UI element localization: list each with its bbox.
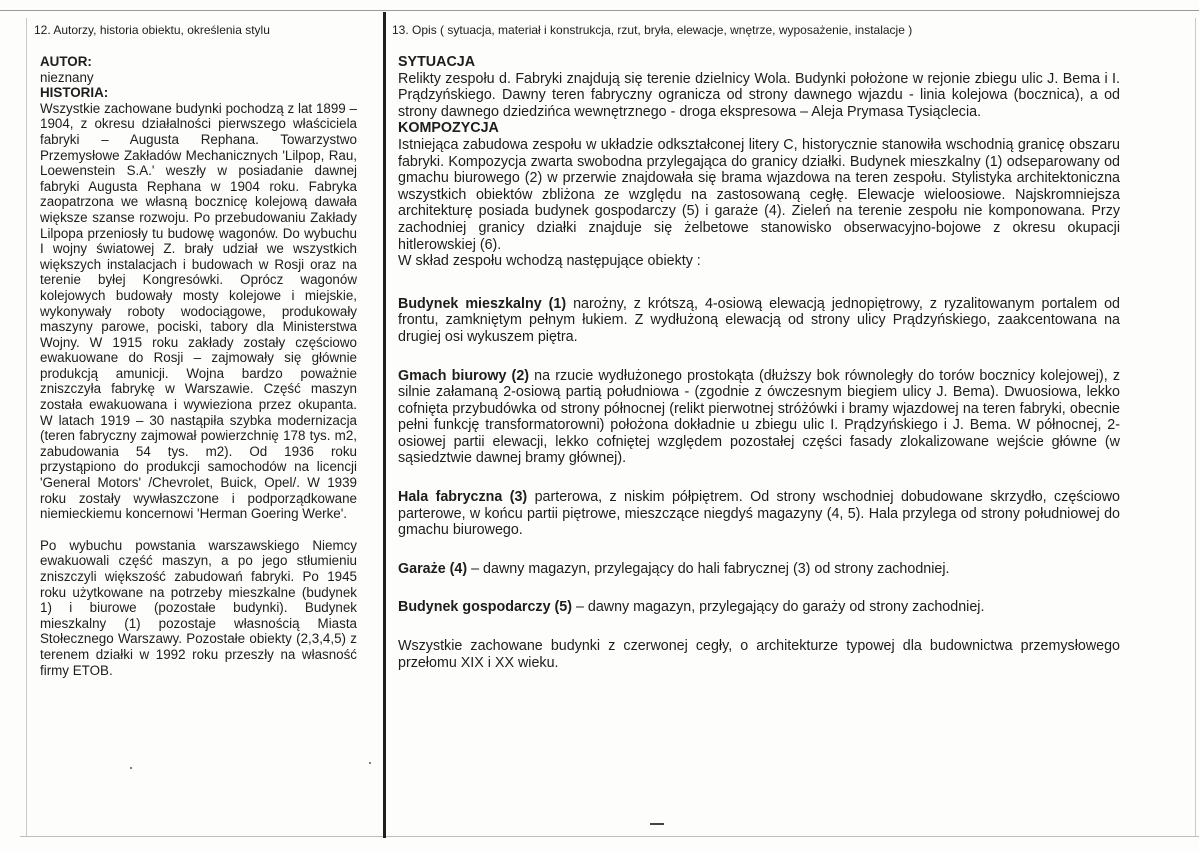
building-1-name: Budynek mieszkalny (1) (398, 295, 567, 312)
building-3-description (398, 489, 1120, 539)
composition-list-intro: W skład zespołu wchodzą następujące obiekty : (398, 253, 701, 270)
left-column-header: 12. Autorzy, historia obiektu, określenia stylu (34, 23, 270, 37)
situation-heading: SYTUACJA (398, 54, 476, 70)
page-border-top (0, 10, 1199, 11)
closing-text: Wszystkie zachowane budynki z czerwonej cegły, o architekturze typowej dla budownictwa przemysłowego przełomu XIX i XX wieku. (398, 638, 1120, 671)
building-4-text: – dawny magazyn, przylegający do hali fabrycznej (3) od strony zachodniej. (467, 560, 950, 577)
right-column-header: 13. Opis ( sytuacja, materiał i konstrukcja, rzut, bryła, elewacje, wnętrze, wyposażenie, instalacje ) (392, 23, 913, 37)
scan-speck (130, 767, 132, 769)
author-heading: AUTOR: (40, 54, 92, 69)
building-1-text: narożny, z krótszą, 4-osiową elewacją jednopiętrowy, z ryzalitowanym portalem od frontu, zamkniętym pełnym łukiem. Z wydłużoną elewacją od strony ulicy Prądzyńskiego, zaakcentowana na drugiej osi wykuszem piętra. (398, 295, 1120, 345)
history-heading: HISTORIA: (40, 85, 109, 101)
scan-mark (650, 823, 664, 825)
building-3-text: parterowa, z niskim półpiętrem. Od strony wschodniej dobudowane skrzydło, częściowo parterowe, w końcu partii piętrowe, mieszczące niegdyś magazyny (4, 5). Hala przylega od strony południowej do gmachu biurowego. (398, 489, 1120, 539)
building-5-text: – dawny magazyn, przylegający do garaży od strony zachodniej. (571, 599, 985, 616)
situation-text: Relikty zespołu d. Fabryki znajdują się terenie dzielnicy Wola. Budynki położone w rejonie zbiegu ulic J. Bema i I. Prądzyńskiego. Dawny teren fabryczny ogranicza od strony dawnego wjazdu - linia kolejowa (bocznica), a od strony dawnego dziedzińca wewnętrznego - droga ekspresowa – Aleja Prymasa Tysiąclecia. (398, 70, 1120, 120)
right-column-edge (1195, 18, 1196, 836)
author-value: nieznany (40, 69, 94, 85)
building-5-name: Budynek gospodarczy (5) (398, 599, 572, 616)
history-paragraph-2: Po wybuchu powstania warszawskiego Niemcy ewakuowali część maszyn, a po jego stłumieniu zniszczyli większość zabudowań fabryki. Po 1945 roku użytkowane na potrzeby mieszkalne (budynek 1) i biurowe (pozostałe budynki). Budynek mieszkalny (1) pozostaje własnością Miasta Stołecznego Warszawy. Pozostałe obiekty (2,3,4,5) z terenem działki w 1992 roku przeszły na własność firmy ETOB. (40, 537, 357, 678)
left-column-edge (26, 18, 27, 836)
building-3-name: Hala fabryczna (3) (398, 489, 528, 506)
composition-heading: KOMPOZYCJA (398, 120, 499, 137)
building-1-description (398, 296, 1120, 346)
building-4-name: Garaże (4) (398, 560, 468, 577)
building-5-description (398, 599, 1120, 616)
column-divider (383, 12, 386, 838)
scan-speck (369, 762, 371, 764)
page-border-bottom (20, 836, 1199, 837)
building-4-description (398, 561, 1120, 578)
building-2-name: Gmach biurowy (2) (398, 367, 530, 384)
composition-text: Istniejąca zabudowa zespołu w układzie odkształconej litery C, historycznie stanowiła wschodnią granicę obszaru fabryki. Kompozycja zwarta swobodna przylegająca do granicy działki. Budynek mieszkalny (1) odseparowany od gmachu biurowego (2) w przerwie znajdowała się brama wjazdowa na teren zespołu. Stylistyka architektoniczna wszystkich obiektów zbliżona ze względu na zastosowaną cegłę. Elewacje wieloosiowe. Najskromniejsza architekturę posiada budynek gospodarczy (5) i garaże (4). Zieleń na terenie zespołu nie komponowana. Przy zachodniej granicy działki znajduje się żelbetowe stanowisko obserwacyjno-bojowe z okresu okupacji hitlerowskiej (6). (398, 136, 1120, 253)
building-2-text: na rzucie wydłużonego prostokąta (dłuższy bok równoległy do torów bocznicy kolejowej), z silnie załamaną 2-osiową partią południowa - (zgodnie z ówczesnym biegiem ulicy J. Bema). Dwuosiowa, lekko cofnięta przybudówka od strony północnej (relikt pierwotnej stróżówki i bramy wjazdowej na teren fabryki, obecnie pełni funkcję transformatorowni) położona dokładnie u zbiegu ulic I. Prądzyńskiego i J. Bema. W północnej, 2-osiowej partii elewacji, lekko cofniętej względem pozostałej części fasady zlokalizowane wejście główne (w sąsiedztwie dawnej bramy głównej). (398, 367, 1120, 467)
building-2-description (398, 368, 1120, 468)
right-column (398, 54, 1120, 671)
left-column (40, 54, 357, 678)
history-paragraph-1: Wszystkie zachowane budynki pochodzą z lat 1899 – 1904, z okresu działalności pierwszego właściciela fabryki – Augusta Rephana. Towarzystwo Przemysłowe Zakładów Mechanicznych 'Lilpop, Rau, Loewenstein S.A.' weszły w posiadanie dawnej fabryki Augusta Rephana w 1904 roku. Fabryka zaopatrzona we własną bocznicę kolejową dawała większe szanse rozwoju. Po przebudowaniu Zakłady Lilpopa przeniosły tu budowę wagonów. Do wybuchu I wojny światowej Z. brały udział we wszystkich większych instalacjach i budowach w Rosji oraz na terenie byłej Kongresówki. Oprócz wagonów kolejowych budowały mosty kolejowe i miejskie, wykonywały roboty wodociągowe, produkowały maszyny parowe, pociski, tabory dla Ministerstwa Wojny. W 1915 roku zakłady zostały częściowo ewakuowane do Rosji – zajmowały się głównie produkcją amunicji. Wojna bardzo poważnie zniszczyła fabrykę w Warszawie. Część maszyn została ewakuowana i wywieziona przez okupanta. W latach 1919 – 30 nastąpiła szybka modernizacja (teren fabryczny zajmował powierzchnię 178 tys. m2, zabudowania 54 tys. m2). Od 1936 roku przystąpiono do produkcji samochodów na licencji 'General Motors' /Chevrolet, Buick, Opel/. W 1939 roku zostały wywłaszczone i podporządkowane niemieckiemu koncernowi 'Herman Goering Werke'. (40, 100, 357, 522)
